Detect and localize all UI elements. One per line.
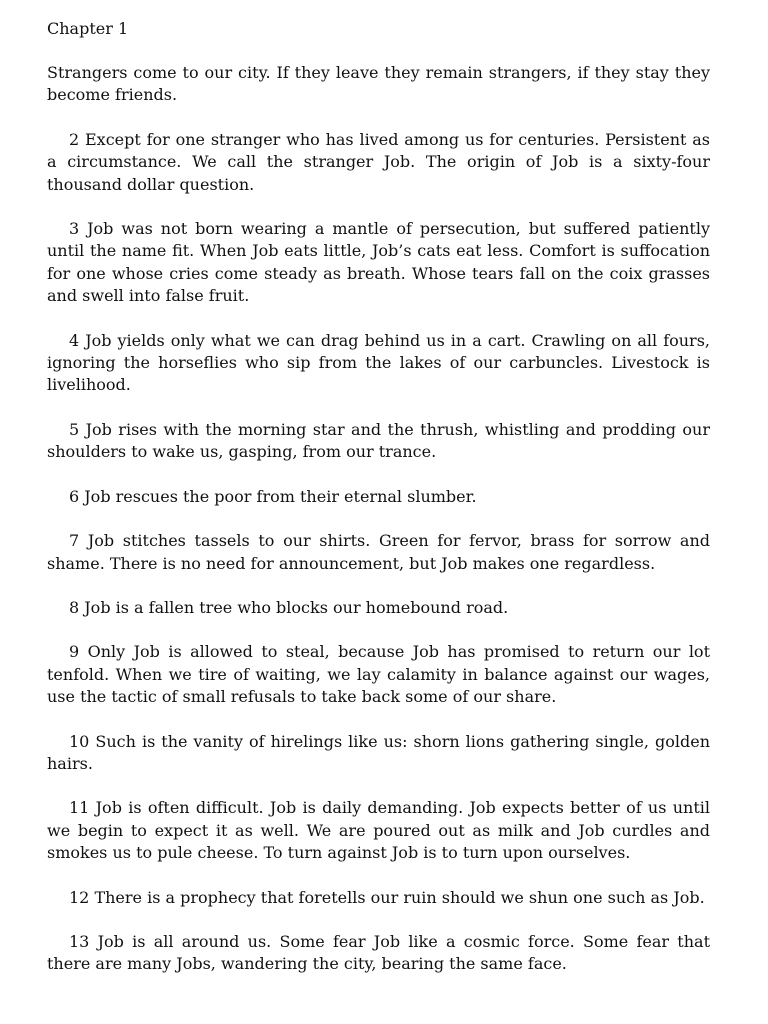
paragraph-11: 11 Job is often difficult. Job is daily demanding. Job expects better of us until we begin to expect it as well. We are poured out as milk and Job curdles and smokes us to pule cheese. To turn against Job is to turn upon ourselves.: [47, 798, 710, 863]
paragraph-3: 3 Job was not born wearing a mantle of persecution, but suffered patiently until the name fit. When Job eats little, Job’s cats eat less. Comfort is suffocation for one whose cries come steady as breath. Whose tears fall on the coix grasses and swell into false fruit.: [47, 219, 710, 306]
paragraph-8: 8 Job is a fallen tree who blocks our homebound road.: [69, 597, 509, 617]
paragraph-10: 10 Such is the vanity of hirelings like us: shorn lions gathering single, golden hairs.: [47, 731, 710, 773]
paragraph-5: 5 Job rises with the morning star and the thrush, whistling and prodding our shoulders to wake us, gasping, from our trance.: [47, 419, 710, 462]
paragraph-13: 13 Job is all around us. Some fear Job like a cosmic force. Some fear that there are many Jobs, wandering the city, bearing the same face.: [47, 931, 710, 974]
paragraph-2: 2 Except for one stranger who has lived among us for centuries. Persistent as a circumstance. We call the stranger Job. The origin of Job is a sixty-four thousand dollar question.: [47, 129, 710, 194]
paragraph-12: 12 There is a prophecy that foretells our ruin should we shun one such as Job.: [69, 887, 705, 907]
paragraph-7: 7 Job stitches tassels to our shirts. Green for fervor, brass for sorrow and shame. There is no need for announcement, but Job makes one regardless.: [47, 531, 710, 573]
paragraph-9: 9 Only Job is allowed to steal, because Job has promised to return our lot tenfold. When we tire of waiting, we lay calamity in balance against our wages, use the tactic of small refusals to take back some of our share.: [47, 642, 710, 707]
paragraph-4: 4 Job yields only what we can drag behind us in a cart. Crawling on all fours, ignoring the horseflies who sip from the lakes of our carbuncles. Livestock is livelihood.: [47, 330, 710, 395]
paragraph-1: Strangers come to our city. If they leave they remain strangers, if they stay they become friends.: [47, 63, 710, 105]
chapter-title: Chapter 1: [47, 19, 129, 38]
paragraph-6: 6 Job rescues the poor from their eternal slumber.: [69, 486, 477, 506]
